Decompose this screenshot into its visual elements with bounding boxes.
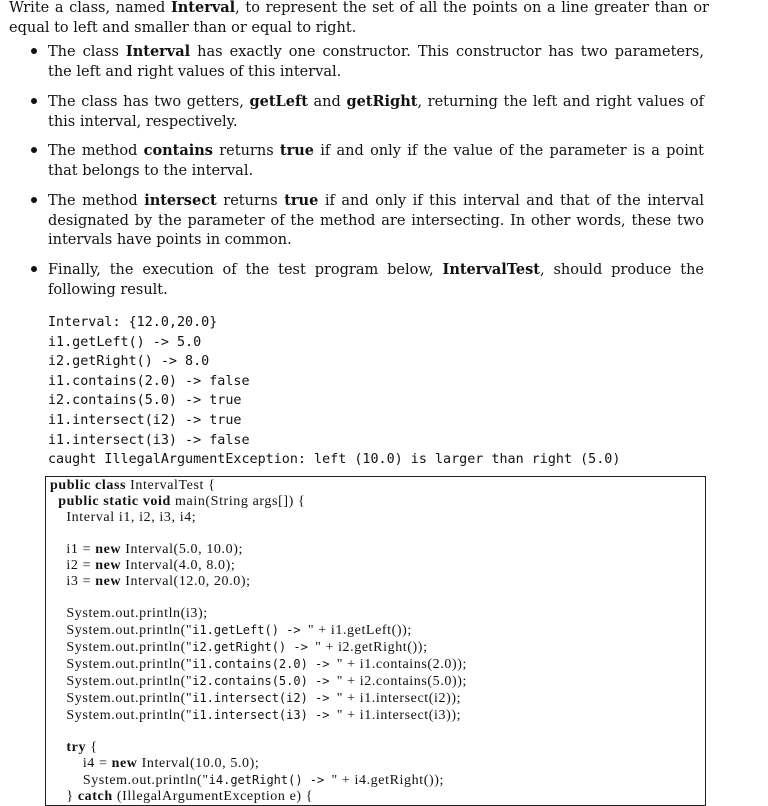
bullet-icon: [31, 48, 37, 54]
list-item: The class Interval has exactly one constructor. This constructor has two parameters, the left and right values of this interval.: [48, 42, 704, 82]
output-line: i1.intersect(i3) -> false: [48, 432, 250, 448]
code-line: public class IntervalTest {: [50, 478, 216, 493]
output-line: i2.getRight() -> 8.0: [48, 354, 210, 370]
bullet-icon: [31, 147, 37, 153]
code-line: i4 = new Interval(10.0, 5.0);: [82, 756, 260, 771]
output-line: i1.getLeft() -> 5.0: [48, 334, 202, 350]
output-line: i1.intersect(i2) -> true: [48, 412, 242, 428]
bullet-icon: [31, 266, 37, 272]
code-line: System.out.println("i1.intersect(i2) -> " + i1.intersect(i2));: [66, 691, 462, 706]
expected-output: [48, 313, 620, 470]
code-line: System.out.println("i1.contains(2.0) -> " + i1.contains(2.0));: [66, 657, 467, 672]
list-item: The method intersect returns true if and only if this interval and that of the interval designated by the parameter of the method are intersecting. In other words, these two intervals have points in common.: [48, 191, 704, 251]
code-line: [50, 526, 467, 542]
output-line: caught IllegalArgumentException: left (10.0) is larger than right (5.0): [48, 452, 621, 468]
output-line: i1.contains(2.0) -> false: [48, 373, 250, 389]
code-line: System.out.println("i1.intersect(i3) -> " + i1.intersect(i3));: [66, 708, 462, 723]
code-line: i3 = new Interval(12.0, 20.0);: [66, 574, 251, 589]
intro-paragraph: Write a class, named Interval, to represent the set of all the points on a line greater than or equal to left and smaller than or equal to right.: [9, 0, 709, 36]
code-line: [50, 590, 467, 606]
code-line: public static void main(String args[]) {: [58, 494, 306, 509]
list-item: The method contains returns true if and only if the value of the parameter is a point that belongs to the interval.: [48, 141, 704, 181]
class-name: Interval: [170, 0, 236, 16]
code-listing: [50, 478, 467, 805]
list-item: The class has two getters, getLeft and getRight, returning the left and right values of this interval, respectively.: [48, 92, 704, 132]
code-line: System.out.println("i2.contains(5.0) -> " + i2.contains(5.0));: [66, 674, 467, 689]
code-line: System.out.println("i1.getLeft() -> " + i1.getLeft());: [66, 623, 412, 638]
code-line: [50, 724, 467, 740]
code-line: try {: [66, 740, 98, 755]
bullet-icon: [31, 197, 37, 203]
code-line: Interval i1, i2, i3, i4;: [66, 510, 197, 525]
bullet-icon: [31, 98, 37, 104]
output-line: i2.contains(5.0) -> true: [48, 393, 242, 409]
list-item: Finally, the execution of the test program below, IntervalTest, should produce the following result.: [48, 260, 704, 300]
code-line: i2 = new Interval(4.0, 8.0);: [66, 558, 236, 573]
code-line: i1 = new Interval(5.0, 10.0);: [66, 542, 243, 557]
code-line: System.out.println("i2.getRight() -> " + i2.getRight());: [66, 640, 428, 655]
code-line: System.out.println("i4.getRight() -> " + i4.getRight());: [82, 773, 444, 788]
output-line: Interval: {12.0,20.0}: [48, 315, 218, 330]
code-line: } catch (IllegalArgumentException e) {: [66, 789, 314, 804]
code-line: System.out.println(i3);: [66, 606, 208, 621]
